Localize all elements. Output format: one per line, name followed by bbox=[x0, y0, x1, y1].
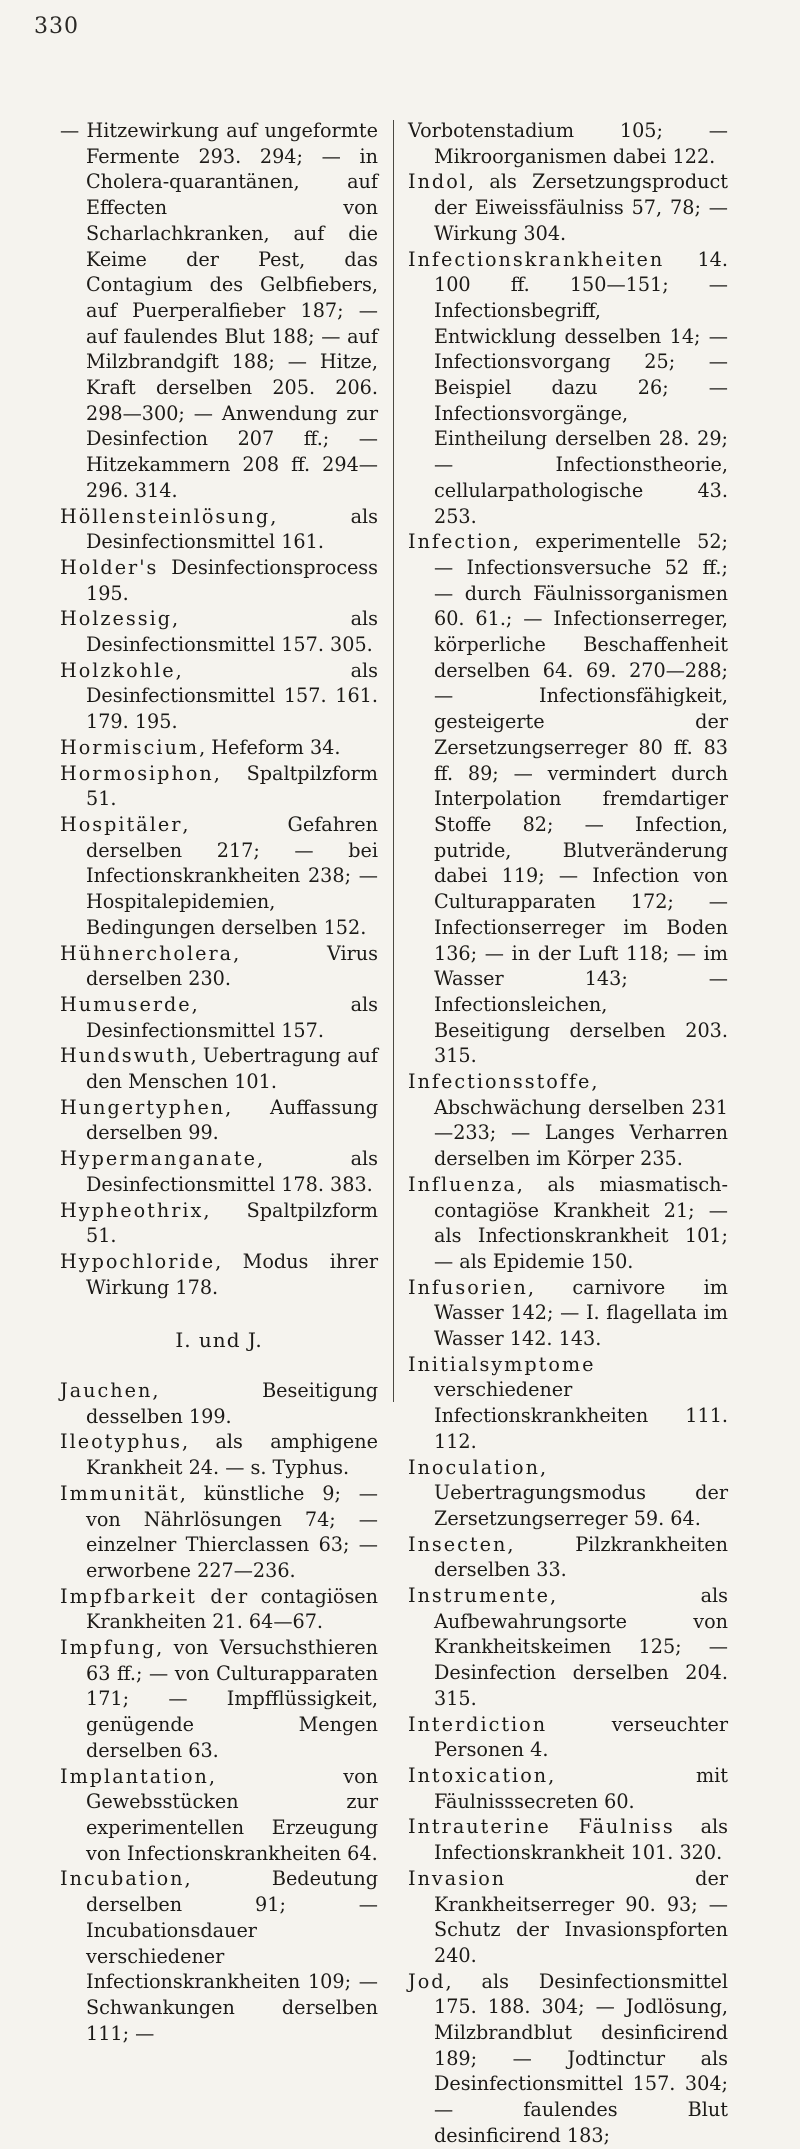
entry-text: contagiösen Krankheiten 21. 64—67. bbox=[86, 1584, 379, 1634]
entry-keyword: Humuserde bbox=[60, 992, 192, 1016]
index-entry bbox=[60, 761, 378, 812]
entry-keyword: Hospitäler bbox=[60, 812, 183, 836]
entry-text: Desinfectionsprocess 195. bbox=[86, 555, 378, 605]
entry-keyword: Infusorien bbox=[408, 1275, 528, 1299]
entry-keyword: Hungertyphen bbox=[60, 1095, 226, 1119]
entry-keyword: Hühnercholera bbox=[60, 941, 234, 965]
index-entry bbox=[60, 118, 378, 504]
entry-keyword: Inoculation bbox=[408, 1455, 540, 1479]
entry-text: , als Desinfectionsmittel 157. bbox=[86, 992, 378, 1042]
entry-keyword: Indol bbox=[408, 170, 468, 194]
index-entry bbox=[408, 1814, 728, 1865]
entry-text: als Infectionskrankheit 101. 320. bbox=[434, 1815, 728, 1865]
entry-text: , als Desinfectionsmittel 175. 188. 304; — Jodlösung, Milzbrandblut desinficirend 189; — Jodtinctur als Desinfectionsmittel 157. 304; — faulendes Blut desinficirend 183; bbox=[434, 1969, 728, 2147]
entry-keyword: Impfung bbox=[60, 1636, 157, 1660]
entry-keyword: Jauchen bbox=[60, 1379, 153, 1403]
entry-keyword: Incubation bbox=[60, 1867, 185, 1891]
index-entry bbox=[60, 606, 378, 657]
right-column bbox=[408, 118, 728, 2149]
index-entry bbox=[60, 1635, 378, 1764]
entry-text: , Uebertragung auf den Menschen 101. bbox=[86, 1044, 378, 1094]
entry-text: , als Desinfectionsmittel 161. bbox=[86, 504, 378, 554]
index-entry bbox=[60, 812, 378, 941]
entry-keyword: Hypheothrix bbox=[60, 1198, 204, 1222]
entry-text: verseuchter Personen 4. bbox=[434, 1712, 728, 1762]
entry-keyword: Ileotyphus bbox=[60, 1430, 183, 1454]
index-entry bbox=[408, 1969, 728, 2149]
entry-keyword: Interdiction bbox=[408, 1712, 548, 1736]
entry-keyword: Intrauterine Fäulniss bbox=[408, 1815, 675, 1839]
entry-keyword: Holzkohle bbox=[60, 658, 176, 682]
index-entry bbox=[60, 941, 378, 992]
column-divider bbox=[393, 120, 394, 1402]
entry-keyword: Initialsymptome bbox=[408, 1352, 596, 1376]
right-entries bbox=[408, 118, 728, 2149]
entry-keyword: Immunität bbox=[60, 1481, 180, 1505]
index-entry bbox=[60, 658, 378, 735]
entry-text: , als Desinfectionsmittel 178. 383. bbox=[86, 1147, 378, 1196]
index-entry bbox=[60, 1095, 378, 1146]
index-entry bbox=[408, 1172, 728, 1275]
entry-text: , mit Fäulnisssecreten 60. bbox=[434, 1764, 728, 1813]
entry-text: , Virus derselben 230. bbox=[86, 941, 378, 991]
entry-text: , als Desinfectionsmittel 157. 161. 179. 195. bbox=[86, 658, 378, 734]
entry-keyword: Intoxication bbox=[408, 1764, 549, 1787]
entry-keyword: Holder's bbox=[60, 555, 159, 579]
index-entry bbox=[60, 1198, 378, 1249]
index-entry bbox=[408, 169, 728, 246]
entry-text: , künstliche 9; — von Nährlösungen 74; — einzelner Thierclassen 63; — erworbene 227—236. bbox=[86, 1481, 378, 1582]
entry-keyword: Impfbarkeit der bbox=[60, 1584, 250, 1608]
entry-keyword: Hundswuth bbox=[60, 1044, 191, 1068]
entry-text: , als Aufbewahrungsorte von Krankheitskeimen 125; — Desinfection derselben 204. 315. bbox=[434, 1584, 728, 1710]
entry-keyword: Invasion bbox=[408, 1866, 507, 1890]
index-entry bbox=[408, 1532, 728, 1583]
index-entry bbox=[408, 1583, 728, 1712]
left-entries-after bbox=[60, 1378, 378, 2046]
entry-text: , Hefeform 34. bbox=[199, 735, 341, 759]
entry-text: , Modus ihrer Wirkung 178. bbox=[86, 1249, 378, 1299]
entry-text: , Spaltpilzform 51. bbox=[86, 1198, 378, 1248]
entry-text: , Uebertragungsmodus der Zersetzungserreger 59. 64. bbox=[434, 1455, 728, 1530]
entry-keyword: Höllensteinlösung bbox=[60, 504, 271, 528]
index-entry bbox=[60, 1764, 378, 1867]
index-entry bbox=[408, 1712, 728, 1763]
index-entry bbox=[408, 1763, 728, 1814]
entry-text: , als Desinfectionsmittel 157. 305. bbox=[86, 607, 378, 657]
index-entry bbox=[408, 1275, 728, 1352]
entry-text: der Krankheitserreger 90. 93; — Schutz der Invasionspforten 240. bbox=[434, 1866, 728, 1967]
entry-text: , experimentelle 52; — Infectionsversuche 52 ff.; — durch Fäulnissorganismen 60. 61.; — Infectionserreger, körperliche Beschaffenheit derselben 64. 69. 270—288; — Infectionsfähigkeit, gesteigerte der Zersetzungserreger 80 ff. 83 ff. 89; — vermindert durch Interpolation fremdartiger Stoffe 82; — Infection, putride, Blutveränderung dabei 119; — Infection von Culturapparaten 172; — Infectionserreger im Boden 136; — in der Luft 118; — im Wasser 143; — Infectionsleichen, Beseitigung derselben 203. 315. bbox=[434, 530, 728, 1068]
index-entry bbox=[408, 1455, 728, 1532]
entry-text: , Beseitigung desselben 199. bbox=[86, 1379, 378, 1428]
entry-text: 14. 100 ff. 150—151; — Infectionsbegriff, Entwicklung desselben 14; — Infectionsvorgang 25; — Beispiel dazu 26; — Infectionsvorgänge, Eintheilung derselben 28. 29; — Infectionstheorie, cellularpathologische 43. 253. bbox=[434, 247, 728, 528]
index-entry bbox=[408, 529, 728, 1069]
index-entry bbox=[408, 1352, 728, 1455]
entry-keyword: Infection bbox=[408, 530, 513, 554]
entry-keyword: Influenza bbox=[408, 1172, 517, 1196]
index-entry bbox=[408, 118, 728, 169]
entry-keyword: Hormiscium bbox=[60, 735, 200, 759]
entry-text: , carnivore im Wasser 142; — I. flagellata im Wasser 142. 143. bbox=[434, 1275, 728, 1351]
index-entry bbox=[408, 1069, 728, 1172]
index-entry bbox=[60, 735, 378, 761]
entry-keyword: Jod bbox=[408, 1969, 446, 1993]
entry-text: , Abschwächung derselben 231—233; — Langes Verharren derselben im Körper 235. bbox=[434, 1070, 728, 1171]
entry-text: , Pilzkrankheiten derselben 33. bbox=[434, 1532, 728, 1582]
entry-text: , Gefahren derselben 217; — bei Infectionskrankheiten 238; — Hospitalepidemien, Bedingungen derselben 152. bbox=[86, 812, 378, 939]
entry-keyword: Insecten bbox=[408, 1532, 508, 1556]
page-number: 330 bbox=[34, 14, 79, 39]
entry-keyword: Infectionskrankheiten bbox=[408, 247, 665, 271]
entry-text: , Spaltpilzform 51. bbox=[86, 761, 378, 811]
index-entry bbox=[408, 247, 728, 530]
entry-text: , Auffassung derselben 99. bbox=[86, 1095, 378, 1145]
entry-text: , von Gewebsstücken zur experimentellen Erzeugung von Infectionskrankheiten 64. bbox=[86, 1764, 378, 1865]
index-entry bbox=[408, 1866, 728, 1969]
index-entry bbox=[60, 1043, 378, 1094]
entry-keyword: Hormosiphon bbox=[60, 761, 214, 785]
entry-keyword: Instrumente bbox=[408, 1584, 550, 1608]
index-entry bbox=[60, 555, 378, 606]
index-entry bbox=[60, 504, 378, 555]
entry-keyword: Implantation bbox=[60, 1764, 209, 1788]
index-entry bbox=[60, 1249, 378, 1300]
entry-text: , von Versuchsthieren 63 ff.; — von Culturapparaten 171; — Impfflüssigkeit, genügende Mengen derselben 63. bbox=[86, 1636, 378, 1762]
entry-text: , als Zersetzungsproduct der Eiweissfäulniss 57, 78; — Wirkung 304. bbox=[434, 170, 728, 245]
entry-text: , als miasmatisch-contagiöse Krankheit 21; — als Infectionskrankheit 101; — als Epidemie 150. bbox=[434, 1172, 728, 1273]
left-column bbox=[60, 118, 378, 2046]
entry-keyword: Hypochloride bbox=[60, 1249, 216, 1273]
entry-text: Vorbotenstadium 105; — Mikroorganismen dabei 122. bbox=[408, 119, 728, 168]
entry-keyword: Hypermanganate bbox=[60, 1147, 257, 1171]
left-entries bbox=[60, 118, 378, 1300]
index-entry bbox=[60, 992, 378, 1043]
entry-text: , als amphigene Krankheit 24. — s. Typhus. bbox=[86, 1430, 378, 1480]
entry-text: — Hitzewirkung auf ungeformte Fermente 293. 294; — in Cholera-quarantänen, auf Effecten von Scharlachkranken, auf die Keime der Pest, das Contagium des Gelbfiebers, auf Puerperalfieber 187; — auf faulendes Blut 188; — auf Milzbrandgift 188; — Hitze, Kraft derselben 205. 206. 298—300; — Anwendung zur Desinfection 207 ff.; — Hitzekammern 208 ff. 294—296. 314. bbox=[60, 119, 378, 502]
entry-keyword: Infectionsstoffe bbox=[408, 1070, 592, 1094]
section-heading: I. und J. bbox=[175, 1328, 263, 1353]
index-entry bbox=[60, 1146, 378, 1197]
index-entry bbox=[60, 1481, 378, 1584]
index-entry bbox=[60, 1429, 378, 1480]
index-entry bbox=[60, 1866, 378, 2046]
index-entry bbox=[60, 1584, 378, 1635]
entry-keyword: Holzessig bbox=[60, 607, 172, 631]
entry-text: verschiedener Infectionskrankheiten 111. 112. bbox=[434, 1378, 728, 1453]
entry-text: , Bedeutung derselben 91; — Incubationsdauer verschiedener Infectionskrankheiten 109; — Schwankungen derselben 111; — bbox=[86, 1867, 378, 2045]
